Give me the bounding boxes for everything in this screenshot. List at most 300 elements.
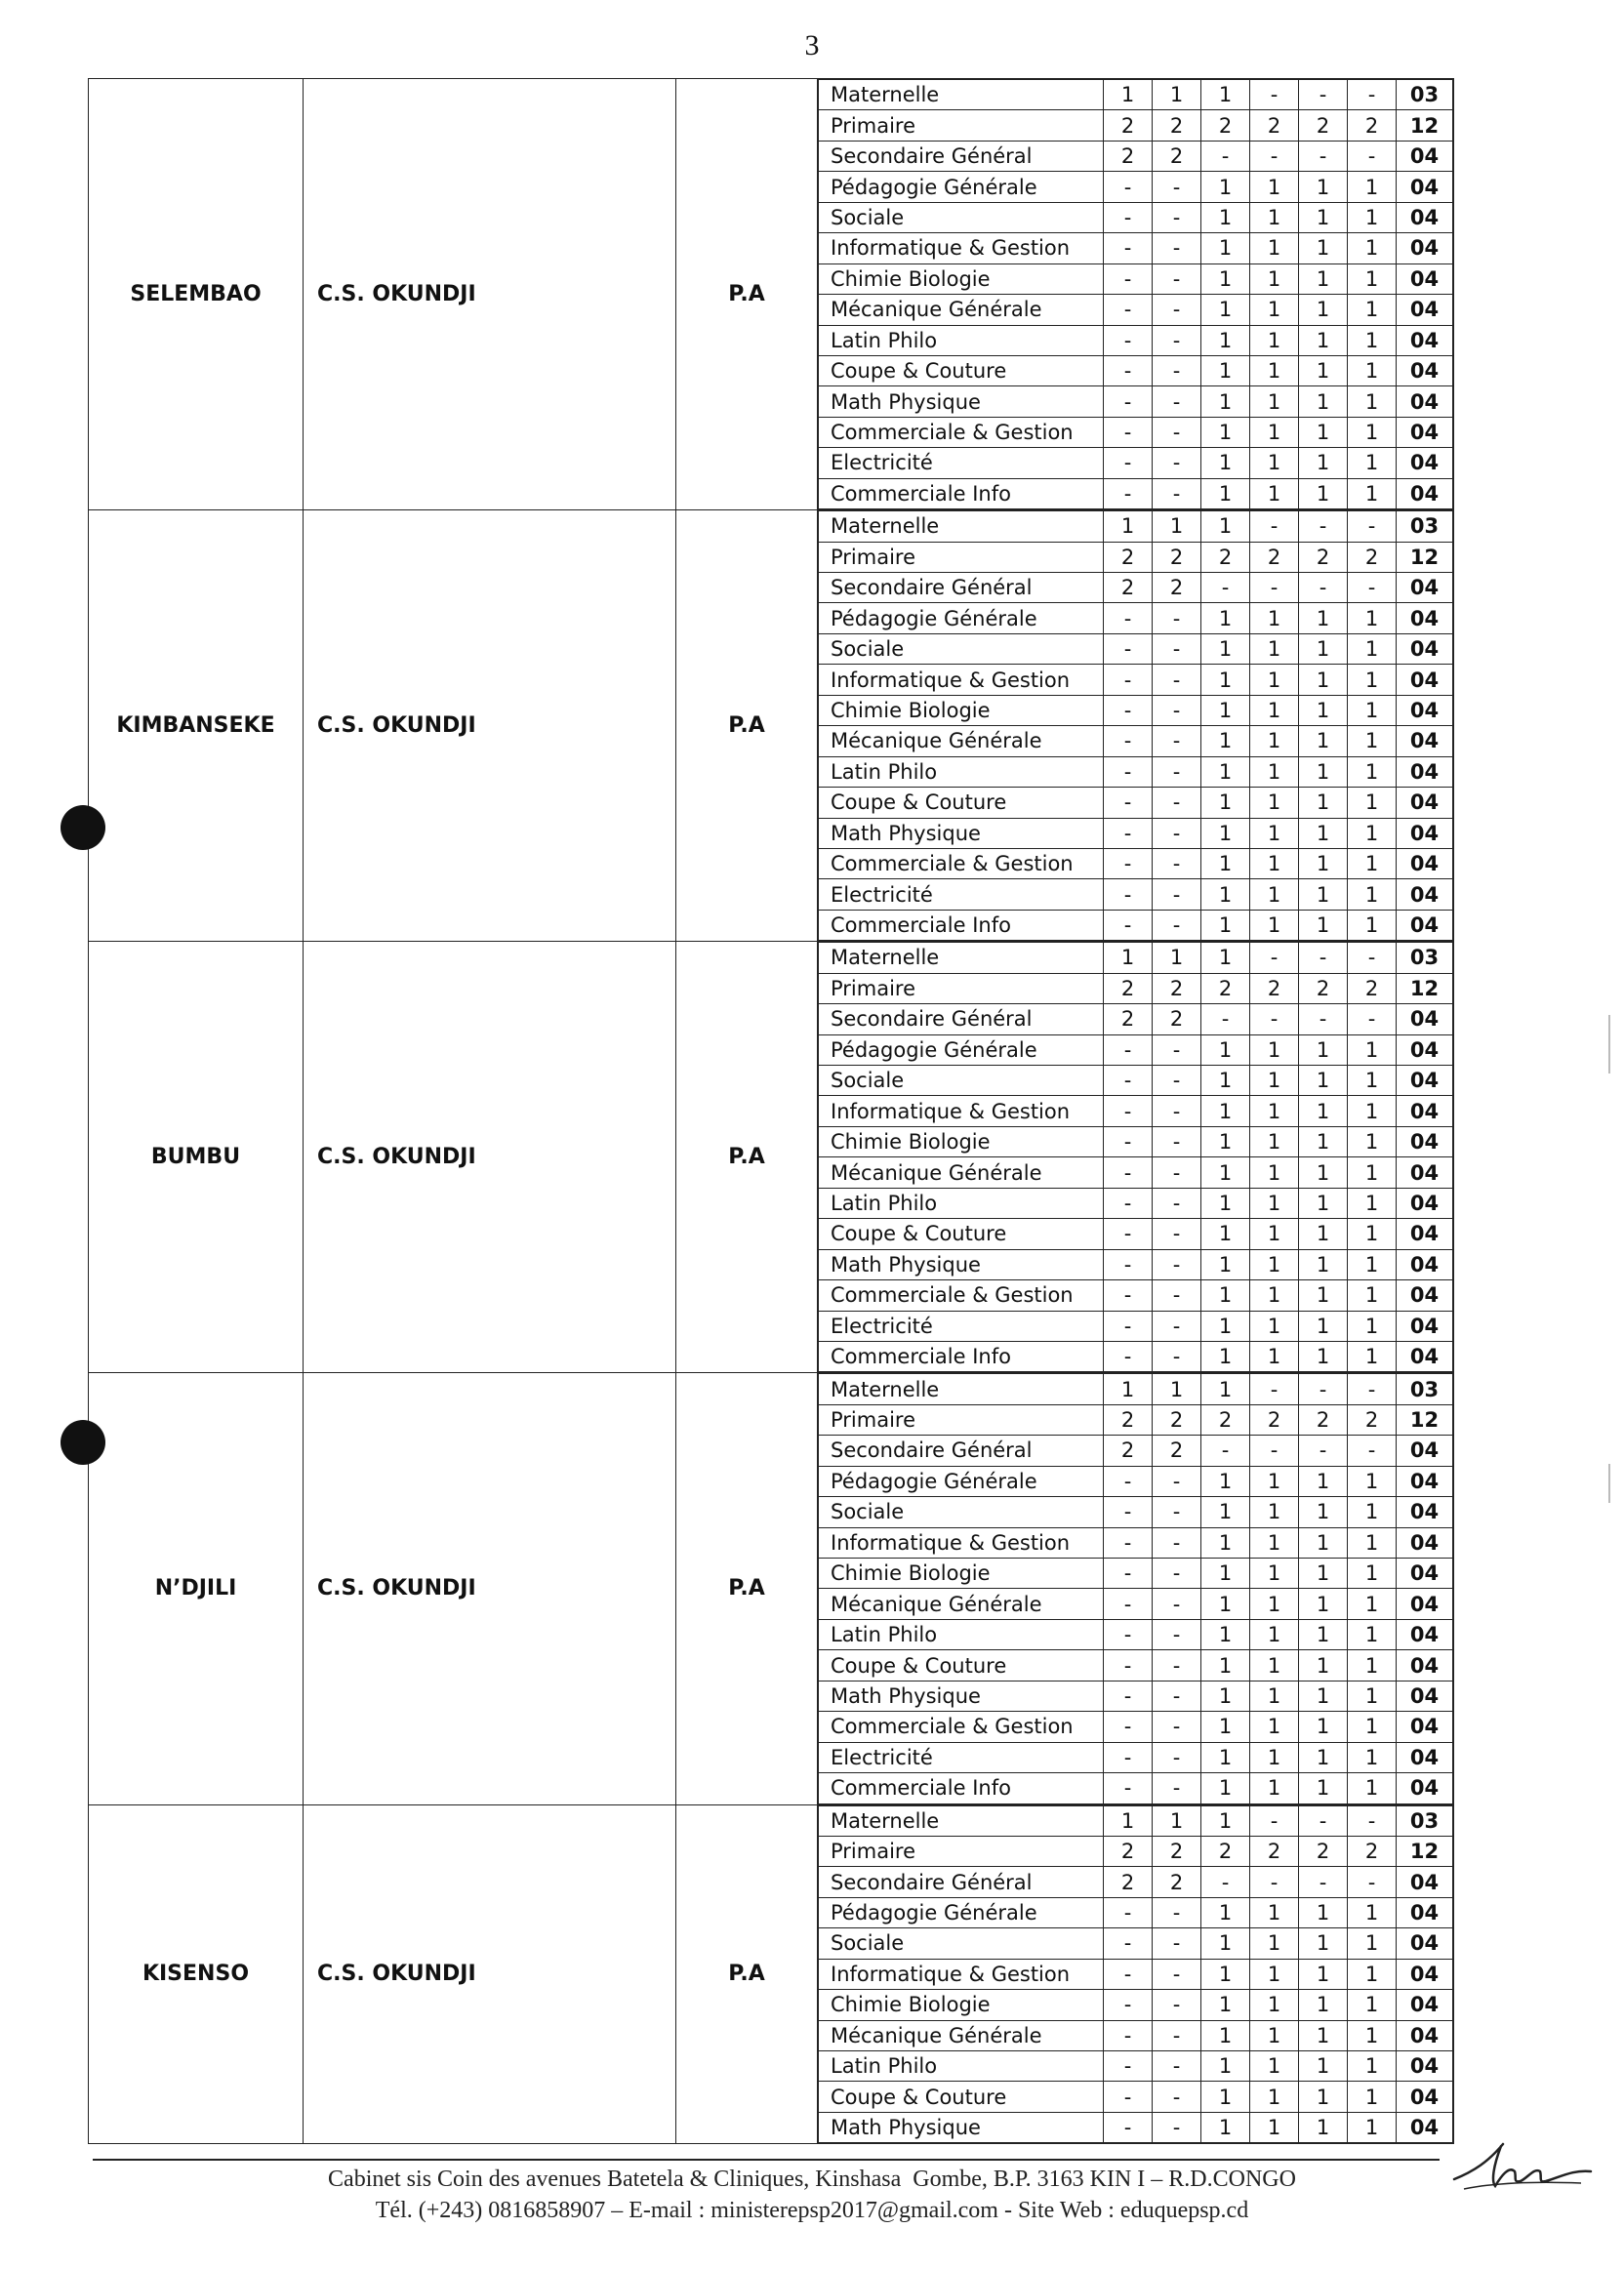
row-total: 04 xyxy=(1397,295,1453,325)
class-count: - xyxy=(1201,1436,1250,1466)
table-row xyxy=(819,1004,1453,1034)
option-name: Electricité xyxy=(819,1742,1104,1772)
class-count: - xyxy=(1153,1681,1201,1711)
class-count: 1 xyxy=(1348,1928,1397,1959)
class-count: 1 xyxy=(1104,1374,1153,1404)
row-total: 04 xyxy=(1397,1681,1453,1711)
option-name: Maternelle xyxy=(819,1805,1104,1836)
class-count: 1 xyxy=(1299,295,1348,325)
class-count: 1 xyxy=(1299,848,1348,878)
row-total: 04 xyxy=(1397,1867,1453,1897)
row-total: 04 xyxy=(1397,202,1453,232)
option-name: Chimie Biologie xyxy=(819,1126,1104,1156)
row-total: 04 xyxy=(1397,1188,1453,1218)
class-count: 1 xyxy=(1348,726,1397,756)
class-count: 2 xyxy=(1348,973,1397,1003)
class-count: 1 xyxy=(1201,511,1250,542)
table-row xyxy=(819,1066,1453,1096)
class-count: 1 xyxy=(1201,665,1250,695)
class-count: 1 xyxy=(1201,1559,1250,1589)
class-count: 1 xyxy=(1153,1374,1201,1404)
class-count: - xyxy=(1299,141,1348,171)
table-row xyxy=(819,511,1453,542)
class-count: 1 xyxy=(1299,1157,1348,1188)
class-count: 1 xyxy=(1299,1034,1348,1065)
class-count: 1 xyxy=(1250,1096,1299,1126)
row-total: 03 xyxy=(1397,1805,1453,1836)
class-count: - xyxy=(1153,1897,1201,1927)
table-row xyxy=(819,1280,1453,1311)
school-section xyxy=(89,510,1454,942)
class-count: - xyxy=(1153,1219,1201,1249)
scan-margin-mark xyxy=(1608,1464,1610,1503)
options-table xyxy=(818,1805,1453,2144)
class-count: 1 xyxy=(1201,633,1250,664)
class-count: 1 xyxy=(1299,788,1348,818)
row-total: 04 xyxy=(1397,263,1453,294)
table-row xyxy=(819,1773,1453,1803)
options-cell xyxy=(818,79,1454,510)
commune-name: BUMBU xyxy=(89,942,304,1373)
class-count: 2 xyxy=(1299,973,1348,1003)
class-count: 1 xyxy=(1201,1897,1250,1927)
option-name: Commerciale & Gestion xyxy=(819,848,1104,878)
class-count: 2 xyxy=(1299,110,1348,141)
class-count: 1 xyxy=(1250,355,1299,385)
option-name: Sociale xyxy=(819,1066,1104,1096)
option-name: Commerciale & Gestion xyxy=(819,1280,1104,1311)
table-row xyxy=(819,1805,1453,1836)
row-total: 04 xyxy=(1397,1034,1453,1065)
row-total: 04 xyxy=(1397,2082,1453,2112)
class-count: - xyxy=(1153,788,1201,818)
row-total: 04 xyxy=(1397,848,1453,878)
option-name: Latin Philo xyxy=(819,756,1104,787)
class-count: - xyxy=(1153,1742,1201,1772)
table-row xyxy=(819,665,1453,695)
class-count: - xyxy=(1104,1034,1153,1065)
class-count: - xyxy=(1104,295,1153,325)
option-name: Mécanique Générale xyxy=(819,726,1104,756)
class-count: - xyxy=(1104,1311,1153,1341)
class-count: - xyxy=(1153,1034,1201,1065)
class-count: 1 xyxy=(1348,1096,1397,1126)
class-count: 1 xyxy=(1348,1990,1397,2020)
class-count: - xyxy=(1299,80,1348,110)
class-count: 1 xyxy=(1299,1096,1348,1126)
class-count: 1 xyxy=(1250,1959,1299,1989)
class-count: - xyxy=(1153,1559,1201,1589)
footer-contact: Tél. (+243) 0816858907 – E-mail : ministerepsp2017@gmail.com - Site Web : eduquepsp.cd xyxy=(375,2198,1249,2223)
class-count: 1 xyxy=(1348,2112,1397,2142)
class-count: - xyxy=(1104,1219,1153,1249)
class-count: 2 xyxy=(1201,542,1250,572)
class-count: 1 xyxy=(1348,1742,1397,1772)
class-count: 1 xyxy=(1348,665,1397,695)
class-count: 1 xyxy=(1299,1311,1348,1341)
class-count: 1 xyxy=(1250,1527,1299,1558)
class-count: - xyxy=(1153,879,1201,910)
class-count: 1 xyxy=(1250,1157,1299,1188)
class-count: 1 xyxy=(1250,756,1299,787)
table-row xyxy=(819,603,1453,633)
table-row xyxy=(819,1712,1453,1742)
class-count: 1 xyxy=(1348,1681,1397,1711)
class-count: 1 xyxy=(1201,788,1250,818)
row-total: 04 xyxy=(1397,355,1453,385)
table-row xyxy=(819,542,1453,572)
class-count: 1 xyxy=(1348,1157,1397,1188)
class-count: 1 xyxy=(1299,726,1348,756)
options-cell xyxy=(818,510,1454,942)
row-total: 04 xyxy=(1397,1559,1453,1589)
row-total: 04 xyxy=(1397,1066,1453,1096)
table-row xyxy=(819,386,1453,417)
class-count: 1 xyxy=(1201,1219,1250,1249)
row-total: 04 xyxy=(1397,478,1453,508)
row-total: 04 xyxy=(1397,1712,1453,1742)
class-count: - xyxy=(1250,1374,1299,1404)
class-count: 1 xyxy=(1250,2112,1299,2142)
option-name: Maternelle xyxy=(819,1374,1104,1404)
class-count: 1 xyxy=(1348,2051,1397,2082)
row-total: 04 xyxy=(1397,1742,1453,1772)
class-count: 1 xyxy=(1299,1897,1348,1927)
class-count: 1 xyxy=(1299,818,1348,848)
school-type: P.A xyxy=(676,942,818,1373)
class-count: 1 xyxy=(1299,633,1348,664)
class-count: - xyxy=(1299,1867,1348,1897)
class-count: 2 xyxy=(1299,1404,1348,1435)
class-count: - xyxy=(1153,2082,1201,2112)
table-row xyxy=(819,478,1453,508)
class-count: 2 xyxy=(1348,110,1397,141)
class-count: 1 xyxy=(1299,1066,1348,1096)
table-row xyxy=(819,1034,1453,1065)
school-section xyxy=(89,942,1454,1373)
options-table xyxy=(818,1373,1453,1803)
class-count: 1 xyxy=(1201,848,1250,878)
table-row xyxy=(819,1436,1453,1466)
class-count: - xyxy=(1153,1126,1201,1156)
table-row xyxy=(819,1836,1453,1866)
class-count: 2 xyxy=(1153,141,1201,171)
class-count: - xyxy=(1153,1096,1201,1126)
class-count: 1 xyxy=(1299,2020,1348,2050)
class-count: - xyxy=(1299,573,1348,603)
class-count: 2 xyxy=(1250,542,1299,572)
class-count: 1 xyxy=(1250,1311,1299,1341)
commune-name: KIMBANSEKE xyxy=(89,510,304,942)
class-count: 1 xyxy=(1250,726,1299,756)
option-name: Commerciale & Gestion xyxy=(819,417,1104,447)
class-count: - xyxy=(1104,1497,1153,1527)
school-name: C.S. OKUNDJI xyxy=(304,510,676,942)
class-count: 1 xyxy=(1201,448,1250,478)
option-name: Commerciale Info xyxy=(819,910,1104,940)
class-count: 1 xyxy=(1299,233,1348,263)
class-count: 1 xyxy=(1348,386,1397,417)
class-count: 1 xyxy=(1299,202,1348,232)
class-count: - xyxy=(1153,1157,1201,1188)
class-count: 1 xyxy=(1201,417,1250,447)
class-count: - xyxy=(1104,325,1153,355)
row-total: 04 xyxy=(1397,1650,1453,1681)
option-name: Secondaire Général xyxy=(819,1436,1104,1466)
class-count: 1 xyxy=(1299,1681,1348,1711)
class-count: 2 xyxy=(1299,542,1348,572)
class-count: 1 xyxy=(1299,1589,1348,1619)
class-count: 1 xyxy=(1348,848,1397,878)
class-count: 1 xyxy=(1348,1219,1397,1249)
class-count: - xyxy=(1299,1805,1348,1836)
row-total: 04 xyxy=(1397,1004,1453,1034)
class-count: - xyxy=(1153,1066,1201,1096)
class-count: 1 xyxy=(1201,726,1250,756)
class-count: - xyxy=(1104,910,1153,940)
row-total: 04 xyxy=(1397,1436,1453,1466)
class-count: - xyxy=(1153,1249,1201,1279)
class-count: 1 xyxy=(1250,848,1299,878)
option-name: Sociale xyxy=(819,202,1104,232)
class-count: 1 xyxy=(1250,1066,1299,1096)
class-count: 1 xyxy=(1299,478,1348,508)
page-number: 3 xyxy=(804,29,820,61)
table-row xyxy=(819,1341,1453,1371)
table-row xyxy=(819,110,1453,141)
class-count: 1 xyxy=(1104,943,1153,973)
class-count: - xyxy=(1104,879,1153,910)
class-count: 1 xyxy=(1299,2051,1348,2082)
class-count: 1 xyxy=(1299,2082,1348,2112)
class-count: 1 xyxy=(1348,448,1397,478)
class-count: 1 xyxy=(1348,756,1397,787)
class-count: 1 xyxy=(1348,233,1397,263)
class-count: - xyxy=(1153,1928,1201,1959)
table-row xyxy=(819,1619,1453,1649)
row-total: 04 xyxy=(1397,448,1453,478)
class-count: 1 xyxy=(1299,910,1348,940)
class-count: 1 xyxy=(1348,2082,1397,2112)
table-row xyxy=(819,1527,1453,1558)
option-name: Secondaire Général xyxy=(819,141,1104,171)
school-name: C.S. OKUNDJI xyxy=(304,79,676,510)
class-count: 1 xyxy=(1201,879,1250,910)
class-count: 1 xyxy=(1250,386,1299,417)
row-total: 12 xyxy=(1397,1836,1453,1866)
class-count: - xyxy=(1153,417,1201,447)
class-count: - xyxy=(1104,1188,1153,1218)
table-row xyxy=(819,1959,1453,1989)
class-count: 1 xyxy=(1201,1990,1250,2020)
table-row xyxy=(819,695,1453,725)
row-total: 04 xyxy=(1397,1341,1453,1371)
class-count: 2 xyxy=(1201,1404,1250,1435)
class-count: 1 xyxy=(1348,1311,1397,1341)
class-count: 1 xyxy=(1250,818,1299,848)
class-count: 1 xyxy=(1299,879,1348,910)
class-count: 1 xyxy=(1348,818,1397,848)
class-count: 1 xyxy=(1348,1341,1397,1371)
class-count: - xyxy=(1104,695,1153,725)
class-count: 1 xyxy=(1348,1126,1397,1156)
class-count: 1 xyxy=(1250,633,1299,664)
class-count: - xyxy=(1104,172,1153,202)
class-count: 1 xyxy=(1201,1311,1250,1341)
table-row xyxy=(819,1559,1453,1589)
option-name: Math Physique xyxy=(819,818,1104,848)
option-name: Chimie Biologie xyxy=(819,1559,1104,1589)
class-count: 1 xyxy=(1201,1096,1250,1126)
class-count: - xyxy=(1104,665,1153,695)
option-name: Electricité xyxy=(819,879,1104,910)
class-count: - xyxy=(1153,325,1201,355)
row-total: 04 xyxy=(1397,1497,1453,1527)
row-total: 04 xyxy=(1397,386,1453,417)
class-count: 1 xyxy=(1348,1249,1397,1279)
class-count: 1 xyxy=(1348,295,1397,325)
class-count: - xyxy=(1153,665,1201,695)
class-count: 1 xyxy=(1299,665,1348,695)
class-count: 1 xyxy=(1299,1990,1348,2020)
class-count: - xyxy=(1104,202,1153,232)
class-count: - xyxy=(1299,1436,1348,1466)
class-count: 2 xyxy=(1104,1836,1153,1866)
class-count: 1 xyxy=(1201,1034,1250,1065)
class-count: 1 xyxy=(1299,1619,1348,1649)
class-count: 1 xyxy=(1299,172,1348,202)
class-count: - xyxy=(1299,1004,1348,1034)
option-name: Informatique & Gestion xyxy=(819,233,1104,263)
table-row xyxy=(819,1404,1453,1435)
row-total: 12 xyxy=(1397,110,1453,141)
table-row xyxy=(819,1311,1453,1341)
class-count: - xyxy=(1250,80,1299,110)
class-count: - xyxy=(1250,511,1299,542)
class-count: 1 xyxy=(1348,695,1397,725)
class-count: 1 xyxy=(1299,1959,1348,1989)
class-count: 1 xyxy=(1250,233,1299,263)
option-name: Maternelle xyxy=(819,511,1104,542)
class-count: - xyxy=(1104,1341,1153,1371)
handwritten-signature xyxy=(1444,2132,1601,2201)
row-total: 04 xyxy=(1397,1589,1453,1619)
class-count: - xyxy=(1250,1867,1299,1897)
class-count: 1 xyxy=(1201,478,1250,508)
class-count: 1 xyxy=(1250,603,1299,633)
option-name: Informatique & Gestion xyxy=(819,1527,1104,1558)
class-count: - xyxy=(1104,1619,1153,1649)
class-count: 1 xyxy=(1299,263,1348,294)
row-total: 04 xyxy=(1397,1311,1453,1341)
class-count: 1 xyxy=(1250,448,1299,478)
option-name: Electricité xyxy=(819,448,1104,478)
class-count: 2 xyxy=(1250,1404,1299,1435)
class-count: 1 xyxy=(1348,1497,1397,1527)
table-row xyxy=(819,172,1453,202)
school-section xyxy=(89,1804,1454,2144)
class-count: 2 xyxy=(1299,1836,1348,1866)
class-count: 1 xyxy=(1201,1527,1250,1558)
option-name: Mécanique Générale xyxy=(819,1589,1104,1619)
class-count: 1 xyxy=(1201,603,1250,633)
school-type: P.A xyxy=(676,1804,818,2144)
option-name: Coupe & Couture xyxy=(819,1650,1104,1681)
class-count: - xyxy=(1250,943,1299,973)
table-row xyxy=(819,2051,1453,2082)
row-total: 04 xyxy=(1397,1897,1453,1927)
class-count: 1 xyxy=(1201,1650,1250,1681)
class-count: - xyxy=(1250,1436,1299,1466)
class-count: 2 xyxy=(1153,573,1201,603)
class-count: 1 xyxy=(1104,80,1153,110)
class-count: - xyxy=(1104,1650,1153,1681)
option-name: Primaire xyxy=(819,973,1104,1003)
table-row xyxy=(819,263,1453,294)
table-row xyxy=(819,295,1453,325)
row-total: 04 xyxy=(1397,1928,1453,1959)
class-count: 1 xyxy=(1348,1589,1397,1619)
class-count: 1 xyxy=(1348,263,1397,294)
class-count: 1 xyxy=(1348,1773,1397,1803)
class-count: 1 xyxy=(1201,263,1250,294)
class-count: 1 xyxy=(1250,1619,1299,1649)
row-total: 04 xyxy=(1397,1096,1453,1126)
class-count: - xyxy=(1153,233,1201,263)
class-count: 1 xyxy=(1201,2082,1250,2112)
table-row xyxy=(819,1867,1453,1897)
option-name: Informatique & Gestion xyxy=(819,665,1104,695)
option-name: Pédagogie Générale xyxy=(819,603,1104,633)
row-total: 04 xyxy=(1397,788,1453,818)
class-count: 1 xyxy=(1299,1773,1348,1803)
class-count: 1 xyxy=(1250,1126,1299,1156)
class-count: 1 xyxy=(1299,756,1348,787)
option-name: Informatique & Gestion xyxy=(819,1959,1104,1989)
class-count: 1 xyxy=(1201,1773,1250,1803)
class-count: - xyxy=(1104,1928,1153,1959)
class-count: - xyxy=(1104,1559,1153,1589)
table-row xyxy=(819,1681,1453,1711)
class-count: 1 xyxy=(1201,80,1250,110)
table-row xyxy=(819,1990,1453,2020)
class-count: 2 xyxy=(1153,542,1201,572)
class-count: 2 xyxy=(1104,1436,1153,1466)
table-row xyxy=(819,2020,1453,2050)
class-count: - xyxy=(1153,1619,1201,1649)
option-name: Pédagogie Générale xyxy=(819,172,1104,202)
row-total: 04 xyxy=(1397,2112,1453,2142)
option-name: Coupe & Couture xyxy=(819,788,1104,818)
class-count: 1 xyxy=(1299,1928,1348,1959)
class-count: 1 xyxy=(1250,879,1299,910)
class-count: - xyxy=(1250,1805,1299,1836)
class-count: 1 xyxy=(1201,1066,1250,1096)
option-name: Commerciale Info xyxy=(819,478,1104,508)
table-row xyxy=(819,1742,1453,1772)
row-total: 04 xyxy=(1397,1157,1453,1188)
class-count: 1 xyxy=(1201,1374,1250,1404)
table-row xyxy=(819,1219,1453,1249)
class-count: 1 xyxy=(1299,1527,1348,1558)
row-total: 04 xyxy=(1397,1990,1453,2020)
class-count: - xyxy=(1104,1712,1153,1742)
row-total: 03 xyxy=(1397,943,1453,973)
class-count: 1 xyxy=(1348,910,1397,940)
class-count: - xyxy=(1348,1805,1397,1836)
table-row xyxy=(819,973,1453,1003)
class-count: 1 xyxy=(1201,172,1250,202)
